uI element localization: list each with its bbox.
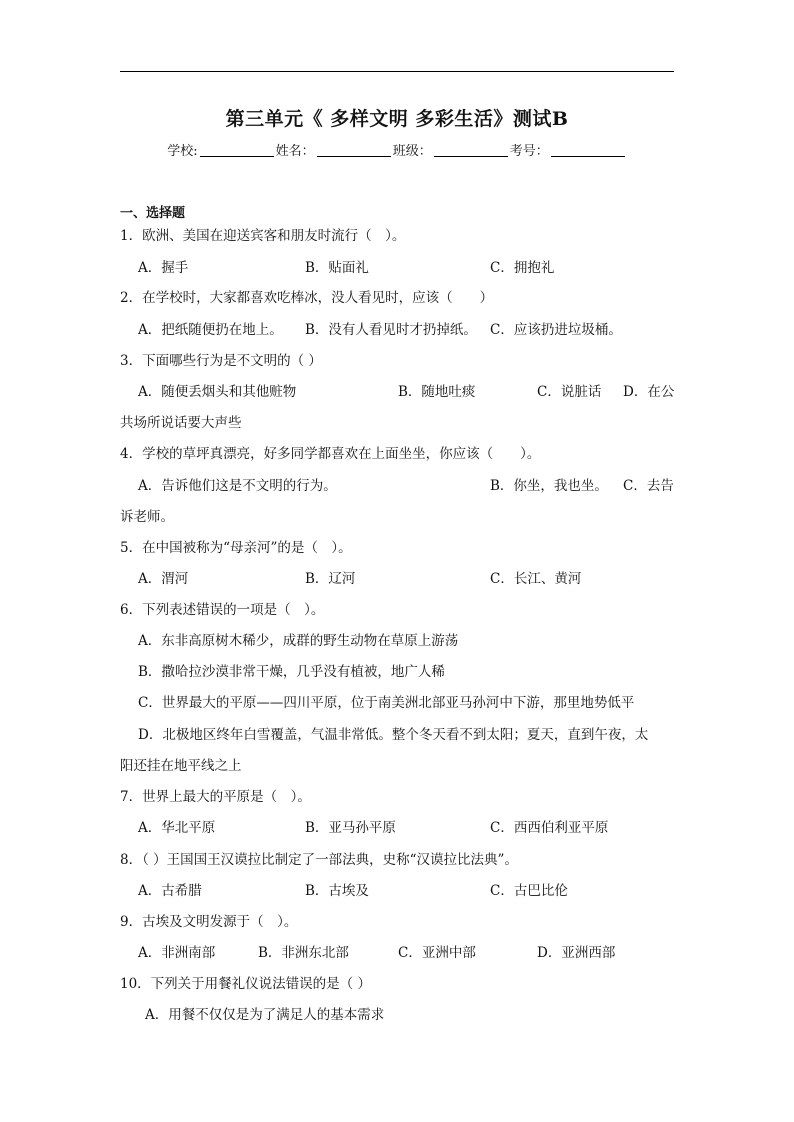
student-info-line xyxy=(0,140,794,159)
question-9-option-c: C．亚洲中部 xyxy=(398,945,476,961)
question-5-option-a: A．渭河 xyxy=(138,571,189,587)
question-9-option-a: A．非洲南部 xyxy=(138,945,216,961)
question-4-option-a: A．告诉他们这是不文明的行为。 xyxy=(138,478,337,494)
question-8-option-b: B．古埃及 xyxy=(305,883,369,899)
name-blank xyxy=(317,144,391,157)
question-5-stem: 5．在中国被称为“母亲河”的是（ ）。 xyxy=(120,540,352,556)
question-1-option-a: A．握手 xyxy=(138,260,189,276)
question-8-option-a: A．古希腊 xyxy=(138,883,202,899)
question-1-option-c: C．拥抱礼 xyxy=(490,260,555,276)
question-9-stem: 9．古埃及文明发源于（ ）。 xyxy=(120,914,298,930)
question-3-option-d: D．在公 xyxy=(623,384,675,400)
question-7-option-b: B．亚马孙平原 xyxy=(305,820,396,836)
class-blank xyxy=(434,144,508,157)
question-2-stem: 2．在学校时，大家都喜欢吃棒冰，没人看见时，应该（ ） xyxy=(120,290,494,306)
question-8-option-c: C．古巴比伦 xyxy=(490,883,568,899)
school-blank xyxy=(200,144,274,157)
name-label: 姓名： xyxy=(275,144,315,159)
question-3-option-b: B．随地吐痰 xyxy=(398,384,476,400)
question-4-option-b: B．你坐，我也坐。 xyxy=(490,478,608,494)
question-4-stem: 4．学校的草坪真漂亮，好多同学都喜欢在上面坐坐，你应该（ ）。 xyxy=(120,446,541,462)
question-5-option-c: C．长江、黄河 xyxy=(490,571,582,587)
question-3-option-d-continued: 共场所说话要大声些 xyxy=(120,415,242,431)
section-heading: 一、选择题 xyxy=(120,206,186,221)
question-7-option-a: A．华北平原 xyxy=(138,820,216,836)
page-title: 第三单元《 多样文明 多彩生活》测试B xyxy=(225,108,569,130)
question-6-option-c: C．世界最大的平原——四川平原，位于南美洲北部亚马孙河中下游，那里地势低平 xyxy=(138,695,635,711)
school-label: 学校: xyxy=(167,144,198,159)
question-2-option-c: C．应该扔进垃圾桶。 xyxy=(490,322,622,338)
question-5-option-b: B．辽河 xyxy=(305,571,356,587)
question-2-option-b: B．没有人看见时才扔掉纸。 xyxy=(305,322,477,338)
question-3-option-a: A．随便丢烟头和其他赃物 xyxy=(138,384,297,400)
question-4-option-c-continued: 诉老师。 xyxy=(120,509,174,525)
header-rule xyxy=(120,71,674,72)
question-3-option-c: C．说脏话 xyxy=(537,384,602,400)
question-9-option-b: B．非洲东北部 xyxy=(258,945,349,961)
question-6-option-d-continued: 阳还挂在地平线之上 xyxy=(120,758,242,774)
question-10-stem: 10．下列关于用餐礼仪说法错误的是（ ） xyxy=(120,976,371,992)
question-3-stem: 3．下面哪些行为是不文明的（ ） xyxy=(120,353,322,369)
question-8-stem: 8．（ ）王国国王汉谟拉比制定了一部法典，史称“汉谟拉比法典”。 xyxy=(120,852,518,868)
class-label: 班级： xyxy=(392,144,432,159)
question-2-option-a: A．把纸随便扔在地上。 xyxy=(138,322,283,338)
question-9-option-d: D．亚洲西部 xyxy=(537,945,616,961)
question-6-option-a: A．东非高原树木稀少，成群的野生动物在草原上游荡 xyxy=(138,633,459,649)
question-6-stem: 6．下列表述错误的一项是（ ）。 xyxy=(120,602,325,618)
question-7-option-c: C．西西伯利亚平原 xyxy=(490,820,609,836)
question-7-stem: 7．世界上最大的平原是（ ）。 xyxy=(120,789,311,805)
exam-no-blank xyxy=(551,144,625,157)
question-10-option-a: A．用餐不仅仅是为了满足人的基本需求 xyxy=(145,1007,385,1023)
question-4-option-c: C．去告 xyxy=(623,478,674,494)
question-1-option-b: B．贴面礼 xyxy=(305,260,369,276)
question-1-stem: 1．欧洲、美国在迎送宾客和朋友时流行（ ）。 xyxy=(120,228,406,244)
question-6-option-b: B．撒哈拉沙漠非常干燥，几乎没有植被，地广人稀 xyxy=(138,664,445,680)
exam-no-label: 考号： xyxy=(509,144,549,159)
question-6-option-d: D．北极地区终年白雪覆盖，气温非常低。整个冬天看不到太阳；夏天，直到午夜，太 xyxy=(138,727,649,743)
